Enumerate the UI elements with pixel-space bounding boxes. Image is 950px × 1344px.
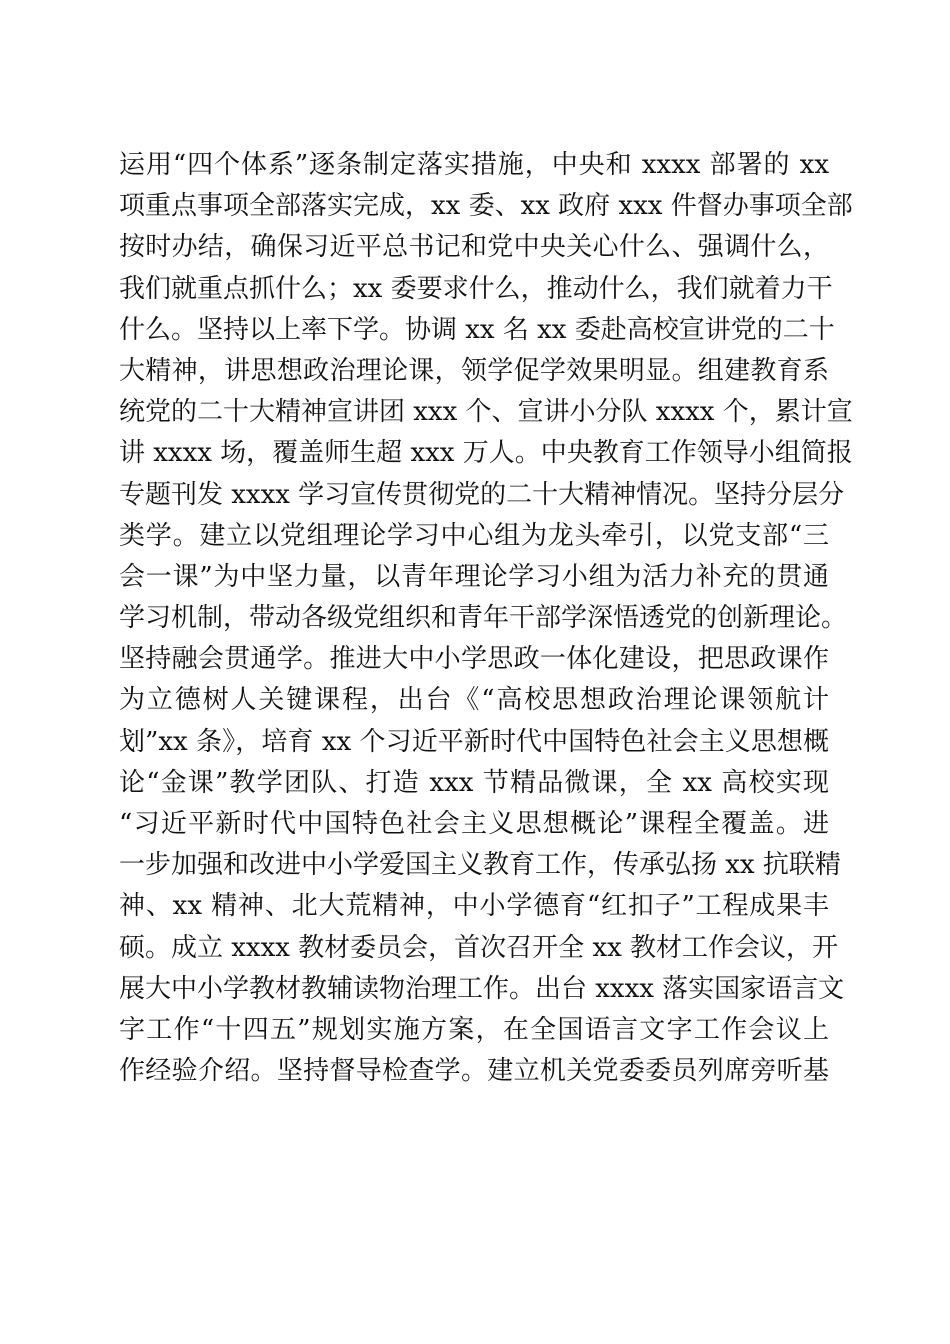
text-line: 神、xx 精神、北大荒精神，中小学德育“红扣子”工程成果丰 — [119, 891, 829, 922]
text-line: 论“金课”教学团队、打造 xxx 节精品微课，全 xx 高校实现 — [119, 767, 829, 798]
text-line: 统党的二十大精神宣讲团 xxx 个、宣讲小分队 xxxx 个，累计宣 — [119, 397, 853, 428]
text-line: 什么。坚持以上率下学。协调 xx 名 xx 委赴高校宣讲党的二十 — [119, 314, 835, 345]
text-line: 运用“四个体系”逐条制定落实措施，中央和 xxxx 部署的 xx — [119, 150, 829, 180]
text-line: 字工作“十四五”规划实施方案，在全国语言文字工作会议上 — [119, 1014, 829, 1045]
text-line: 展大中小学教材教辅读物治理工作。出台 xxxx 落实国家语言文 — [119, 973, 845, 1004]
body-text — [119, 145, 853, 1092]
text-line: 会一课”为中坚力量，以青年理论学习小组为活力补充的贯通 — [119, 561, 829, 592]
text-line: 按时办结，确保习近平总书记和党中央关心什么、强调什么， — [119, 232, 829, 263]
text-line: 项重点事项全部落实完成，xx 委、xx 政府 xxx 件督办事项全部 — [119, 191, 853, 222]
text-line: 一步加强和改进中小学爱国主义教育工作，传承弘扬 xx 抗联精 — [119, 850, 841, 881]
text-line: 作经验介绍。坚持督导检查学。建立机关党委委员列席旁听基 — [119, 1056, 829, 1087]
text-line: 坚持融会贯通学。推进大中小学思政一体化建设，把思政课作 — [119, 644, 829, 675]
text-line: 为立德树人关键课程，出台《“高校思想政治理论课领航计 — [119, 685, 829, 716]
text-line: 我们就重点抓什么；xx 委要求什么，推动什么，我们就着力干 — [119, 273, 833, 304]
text-line: 学习机制，带动各级党组织和青年干部学深悟透党的创新理论。 — [119, 603, 848, 634]
text-line: 硕。成立 xxxx 教材委员会，首次召开全 xx 教材工作会议，开 — [119, 932, 839, 963]
text-line: 专题刊发 xxxx 学习宣传贯彻党的二十大精神情况。坚持分层分 — [119, 479, 845, 510]
text-line: 类学。建立以党组理论学习中心组为龙头牵引，以党支部“三 — [119, 520, 829, 551]
text-line: 讲 xxxx 场，覆盖师生超 xxx 万人。中央教育工作领导小组简报 — [119, 438, 853, 469]
text-line: “习近平新时代中国特色社会主义思想概论”课程全覆盖。进 — [119, 809, 829, 839]
text-line: 划”xx 条》，培育 xx 个习近平新时代中国特色社会主义思想概 — [119, 726, 829, 757]
text-line: 大精神，讲思想政治理论课，领学促学效果明显。组建教育系 — [119, 355, 829, 386]
